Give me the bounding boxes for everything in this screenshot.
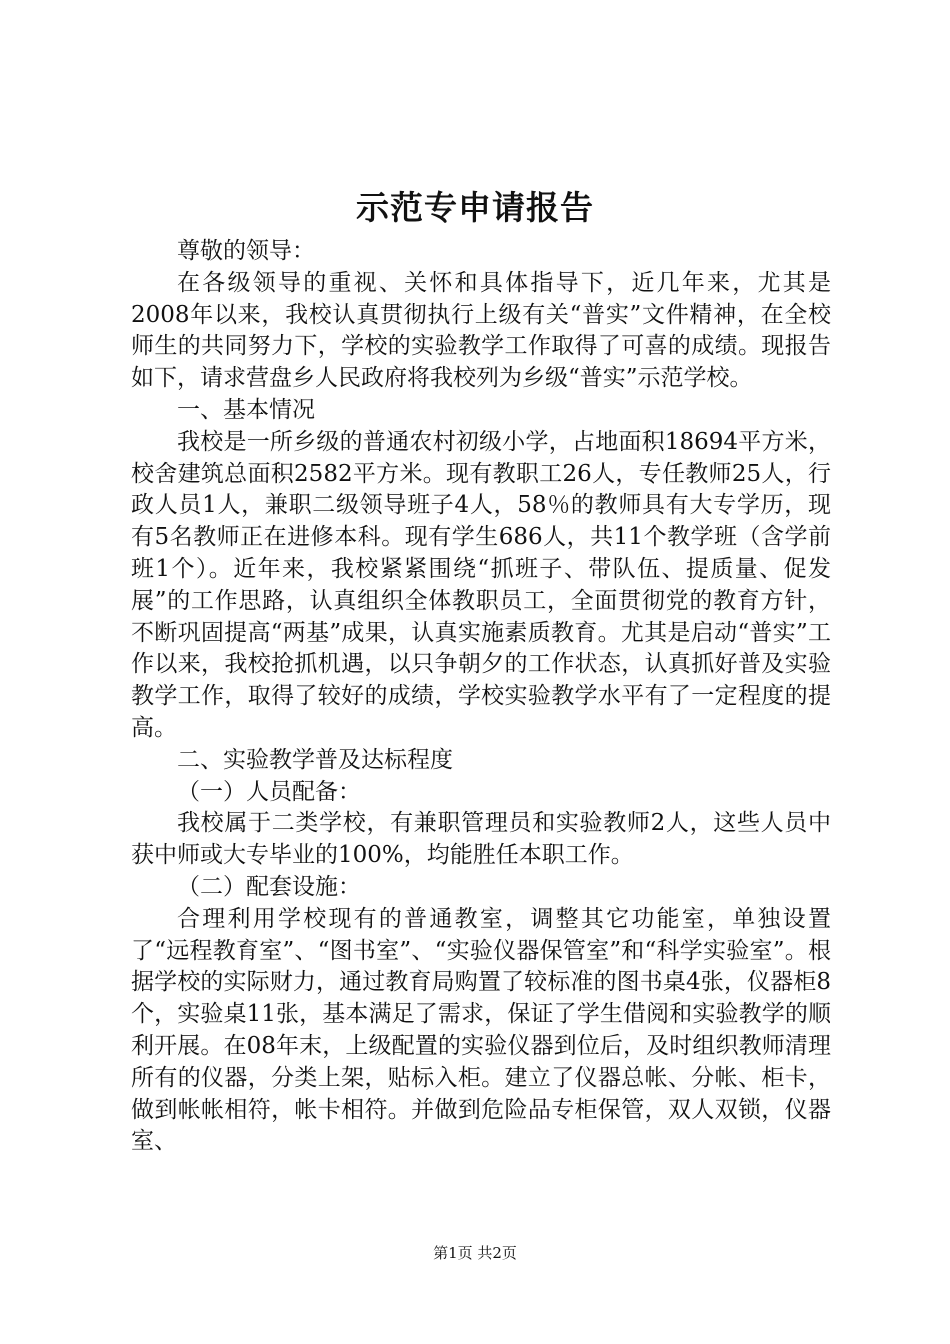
document-title: 示范专申请报告 [356, 188, 594, 227]
paragraph-basic-info: 我校是一所乡级的普通农村初级小学，占地面积18694平方米，校舍建筑总面积2582平方米。现有教职工26人，专任教师25人，行政人员1人，兼职二级领导班子4人，58％的教师具有大专学历，现有5名教师正在进修本科。现有学生686人，共11个教学班（含学前班1个）。近年来，我校紧紧围绕“抓班子、带队伍、提质量、促发展”的工作思路，认真组织全体教职员工，全面贯彻党的教育方针，不断巩固提高“两基”成果，认真实施素质教育。尤其是启动“普实”工作以来，我校抢抓机遇，以只争朝夕的工作状态，认真抓好普及实验教学工作，取得了较好的成绩，学校实验教学水平有了一定程度的提高。 [131, 428, 831, 741]
paragraph-intro: 在各级领导的重视、关怀和具体指导下，近几年来，尤其是2008年以来，我校认真贯彻执行上级有关“普实”文件精神，在全校师生的共同努力下，学校的实验教学工作取得了可喜的成绩。现报告如下，请求营盘乡人民政府将我校列为乡级“普实”示范学校。 [131, 269, 831, 392]
paragraph-facilities: 合理利用学校现有的普通教室，调整其它功能室，单独设置了“远程教育室”、“图书室”、“实验仪器保管室”和“科学实验室”。根据学校的实际财力，通过教育局购置了较标准的图书桌4张，仪器柜8个，实验桌11张，基本满足了需求，保证了学生借阅和实验教学的顺利开展。在08年末，上级配置的实验仪器到位后，及时组织教师清理所有的仪器，分类上架，贴标入柜。建立了仪器总帐、分帐、柜卡，做到帐帐相符，帐卡相符。并做到危险品专柜保管，双人双锁，仪器室、 [131, 905, 831, 1155]
salutation: 尊敬的领导： [177, 238, 315, 264]
section-heading-basic-info: 一、基本情况 [177, 396, 315, 423]
document-body [131, 236, 831, 1158]
section-heading-experiment-teaching: 二、实验教学普及达标程度 [177, 746, 453, 773]
paragraph-staffing: 我校属于二类学校，有兼职管理员和实验教师2人，这些人员中获中师或大专毕业的100%，均能胜任本职工作。 [131, 810, 831, 869]
subheading-staffing: （一）人员配备： [177, 778, 361, 805]
subheading-facilities: （二）配套设施： [177, 873, 361, 900]
page-footer: 第1页 共2页 [433, 1244, 517, 1262]
